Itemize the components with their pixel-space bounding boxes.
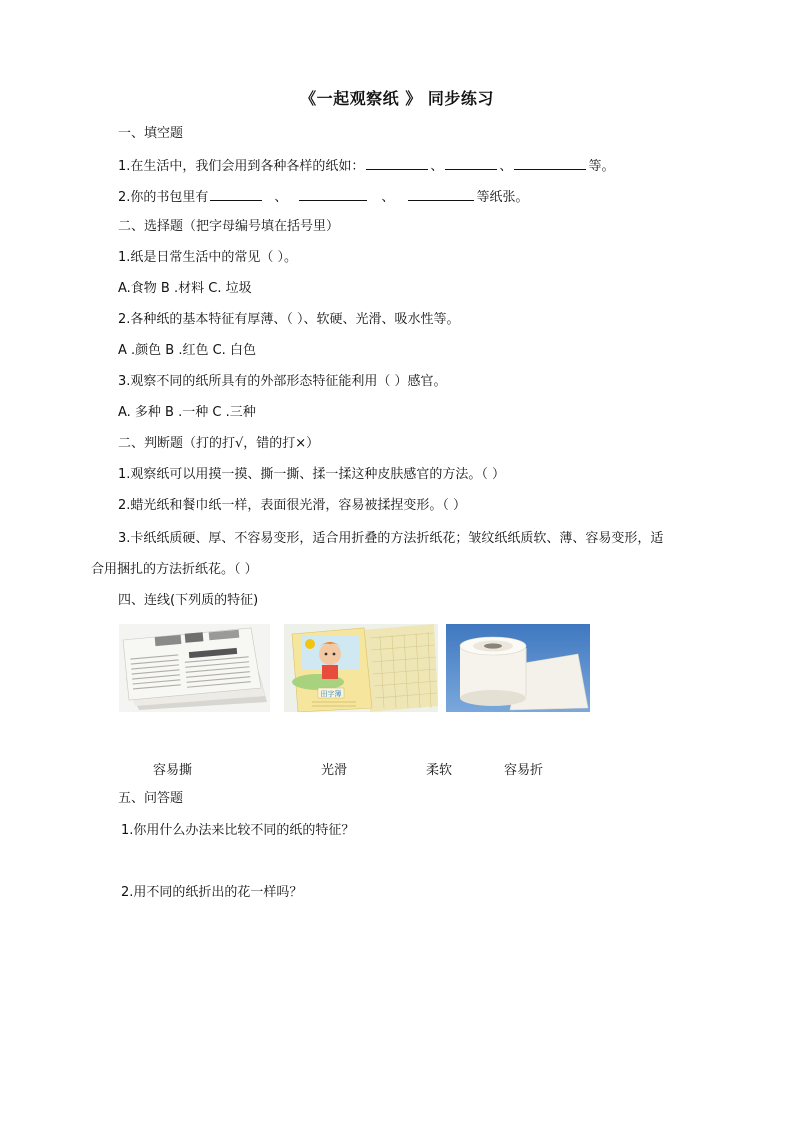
newspaper-image (119, 624, 270, 712)
fill-question-2 (118, 187, 528, 207)
answer-blank[interactable] (366, 156, 428, 170)
judge-question-3-line-2: 合用捆扎的方法折纸花。（ ） (91, 562, 258, 577)
toilet-paper-roll-image (446, 624, 590, 712)
judge-question-2: 2.蜡光纸和餐巾纸一样，表面很光滑，容易被揉捏变形。（ ） (118, 498, 467, 513)
choice-options-1: A.食物 B .材料 C. 垃圾 (118, 281, 252, 296)
match-label-easy-tear: 容易撕 (153, 763, 193, 778)
match-label-soft: 柔软 (426, 763, 453, 778)
qa-question-2: 2.用不同的纸折出的花一样吗？ (121, 885, 303, 900)
choice-question-3: 3.观察不同的纸所具有的外部形态特征能利用（ ）感官。 (118, 374, 447, 389)
section-choice-heading: 二、选择题（把字母编号填在括号里） (118, 219, 340, 234)
fill-question-1-end: 等。 (588, 159, 615, 174)
fill-question-1 (118, 156, 614, 176)
answer-blank[interactable] (299, 187, 367, 201)
fill-question-1-text: 1.在生活中，我们会用到各种各样的纸如： (118, 159, 365, 174)
section-fill-blank-heading: 一、填空题 (118, 126, 184, 141)
judge-question-3-line-1: 3.卡纸纸质硬、厚、不容易变形，适合用折叠的方法折纸花；皱纹纸纸质软、薄、容易变形，适 (118, 531, 664, 546)
choice-question-1: 1.纸是日常生活中的常见（ ）。 (118, 250, 298, 265)
separator: 、 (430, 159, 444, 174)
match-label-easy-fold: 容易折 (504, 763, 544, 778)
choice-options-2: A .颜色 B .红色 C. 白色 (118, 343, 256, 358)
separator: 、 (274, 190, 288, 205)
answer-blank[interactable] (210, 187, 262, 201)
section-judge-heading: 二、判断题（打的打√，错的打×） (118, 436, 320, 451)
choice-options-3: A. 多种 B .一种 C .三种 (118, 405, 256, 420)
answer-blank[interactable] (445, 156, 497, 170)
fill-question-2-end: 等纸张。 (476, 190, 529, 205)
exercise-book-image (284, 624, 438, 712)
page-title: 《一起观察纸 》 同步练习 (300, 89, 494, 108)
match-label-smooth: 光滑 (321, 763, 348, 778)
answer-blank[interactable] (408, 187, 474, 201)
fill-question-2-text: 2.你的书包里有 (118, 190, 209, 205)
qa-question-1: 1.你用什么办法来比较不同的纸的特征？ (121, 823, 355, 838)
separator: 、 (381, 190, 395, 205)
answer-blank[interactable] (514, 156, 586, 170)
section-match-heading: 四、连线(下列质的特征) (118, 593, 259, 608)
choice-question-2: 2.各种纸的基本特征有厚薄、（ ）、软硬、光滑、吸水性等。 (118, 312, 460, 327)
separator: 、 (499, 159, 513, 174)
section-qa-heading: 五、问答题 (118, 791, 184, 806)
judge-question-1: 1.观察纸可以用摸一摸、撕一撕、揉一揉这种皮肤感官的方法。（ ） (118, 467, 506, 482)
notebook-title: 田字簿 (320, 690, 342, 698)
